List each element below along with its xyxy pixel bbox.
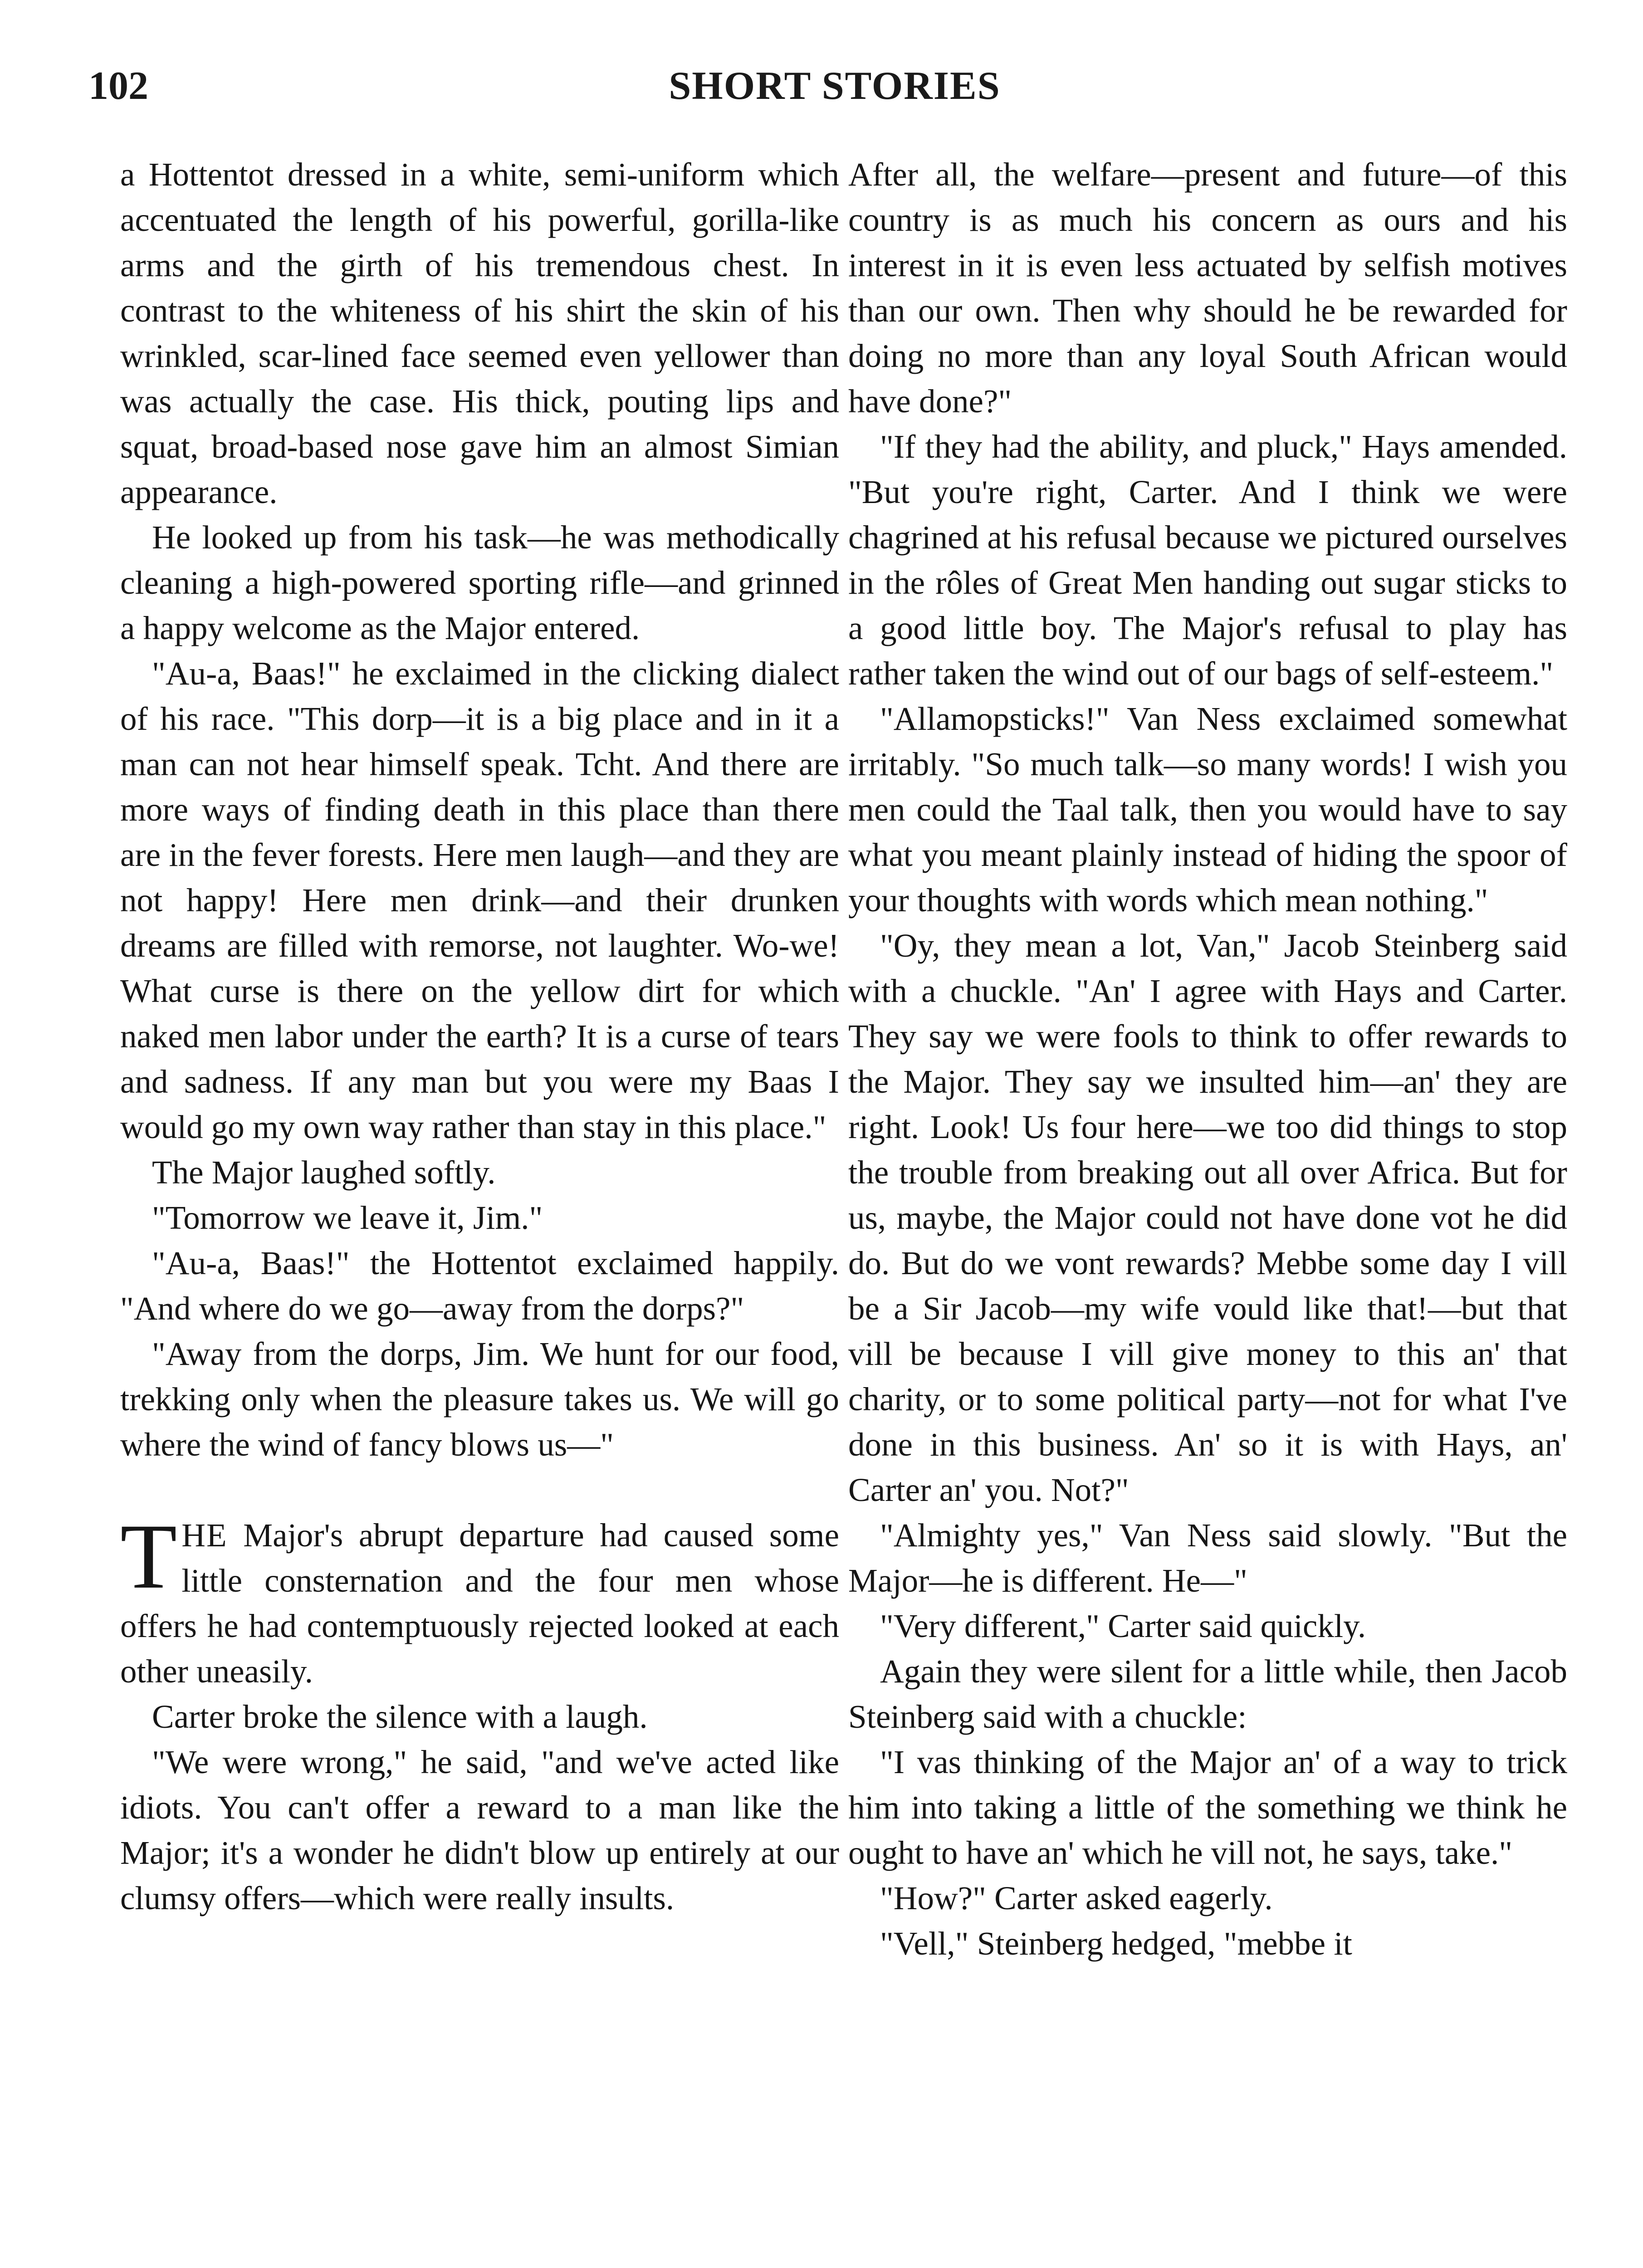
paragraph: "Away from the dorps, Jim. We hunt for our food, trekking only when the pleasure takes us. We will go where the wind of fancy blows us—" (120, 1335, 839, 1463)
paragraph: "How?" Carter asked eagerly. (880, 1880, 1273, 1916)
paragraph: Again they were silent for a little while, then Jacob Steinberg said with a chuckle: (848, 1653, 1567, 1735)
paragraph: "We were wrong," he said, "and we've acted like idiots. You can't offer a reward to a man like the Major; it's a wonder he didn't blow up entirely at our clumsy offers—which were really insults. (120, 1744, 839, 1916)
left-column (120, 152, 839, 1921)
drop-cap-continuation: HE (181, 1517, 228, 1554)
paragraph: a Hottentot dressed in a white, semi-uniform which accentuated the length of his powerful, gorilla-like arms and the girth of his tremendous chest. In contrast to the whiteness of his shirt the skin of his wrinkled, scar-lined face seemed even yellower than was actually the case. His thick, pouting lips and squat, broad-based nose gave him an almost Simian appearance. (120, 156, 839, 510)
paragraph: "Au-a, Baas!" he exclaimed in the clicking dialect of his race. "This dorp—it is a big place and in it a man can not hear himself speak. Tcht. And there are more ways of finding death in this place than there are in the fever forests. Here men laugh—and they are not happy! Here men drink—and their drunken dreams are filled with remorse, not laughter. Wo-we! What curse is there on the yellow dirt for which naked men labor under the earth? It is a curse of tears and sadness. If any man but you were my Baas I would go my own way rather than stay in this place." (120, 655, 840, 1145)
paragraph: The Major laughed softly. (152, 1154, 496, 1191)
paragraph: After all, the welfare—present and future—of this country is as much his concern as ours and his interest in it is even less actuated by selfish motives than our own. Then why should he be rewarded for doing no more than any loyal South African would have done?" (848, 156, 1567, 420)
paragraph: "Very different," Carter said quickly. (880, 1608, 1366, 1644)
paragraph: "Vell," Steinberg hedged, "mebbe it (880, 1925, 1352, 1962)
right-column (848, 152, 1567, 1966)
paragraph: "I vas thinking of the Major an' of a way to trick him into taking a little of the something we think he ought to have an' which he vill not, he says, take." (848, 1744, 1567, 1871)
paragraph: He looked up from his task—he was methodically cleaning a high-powered sporting rifle—and grinned a happy welcome as the Major entered. (120, 519, 839, 646)
paragraph: "Allamopsticks!" Van Ness exclaimed somewhat irritably. "So much talk—so many words! I wish you men could the Taal talk, then you would have to say what you meant plainly instead of hiding the spoor of your thoughts with words which mean nothing." (848, 700, 1567, 919)
page-number: 102 (88, 64, 148, 108)
paragraph-text: Major's abrupt departure had caused some little consternation and the four men whose offers he had contemptuously rejected looked at each other uneasily. (120, 1517, 839, 1690)
paragraph: "Almighty yes," Van Ness said slowly. "But the Major—he is different. He—" (848, 1517, 1567, 1599)
paragraph: "Au-a, Baas!" the Hottentot exclaimed happily. "And where do we go—away from the dorps?" (120, 1245, 839, 1327)
paragraph: "Tomorrow we leave it, Jim." (152, 1199, 543, 1236)
paragraph: "If they had the ability, and pluck," Hays amended. "But you're right, Carter. And I think we were chagrined at his refusal because we pictured ourselves in the rôles of Great Men handing out sugar sticks to a good little boy. The Major's refusal to play has rather taken the wind out of our bags of self-esteem." (848, 428, 1567, 692)
running-head: SHORT STORIES (669, 64, 1001, 108)
paragraph: Carter broke the silence with a laugh. (152, 1698, 648, 1735)
drop-cap: T (120, 1505, 177, 1608)
section-break-paragraph (120, 1505, 839, 1694)
paragraph: "Oy, they mean a lot, Van," Jacob Steinberg said with a chuckle. "An' I agree with Hays and Carter. They say we were fools to think to offer rewards to the Major. They say we insulted him—an' they are right. Look! Us four here—we too did things to stop the trouble from breaking out all over Africa. But for us, maybe, the Major could not have done vot he did do. But do we vont rewards? Mebbe some day I vill be a Sir Jacob—my wife vould like that!—but that vill be because I vill give money to this an' that charity, or to some political party—not for what I've done in this business. An' so it is with Hays, an' Carter an' you. Not?" (848, 927, 1567, 1508)
